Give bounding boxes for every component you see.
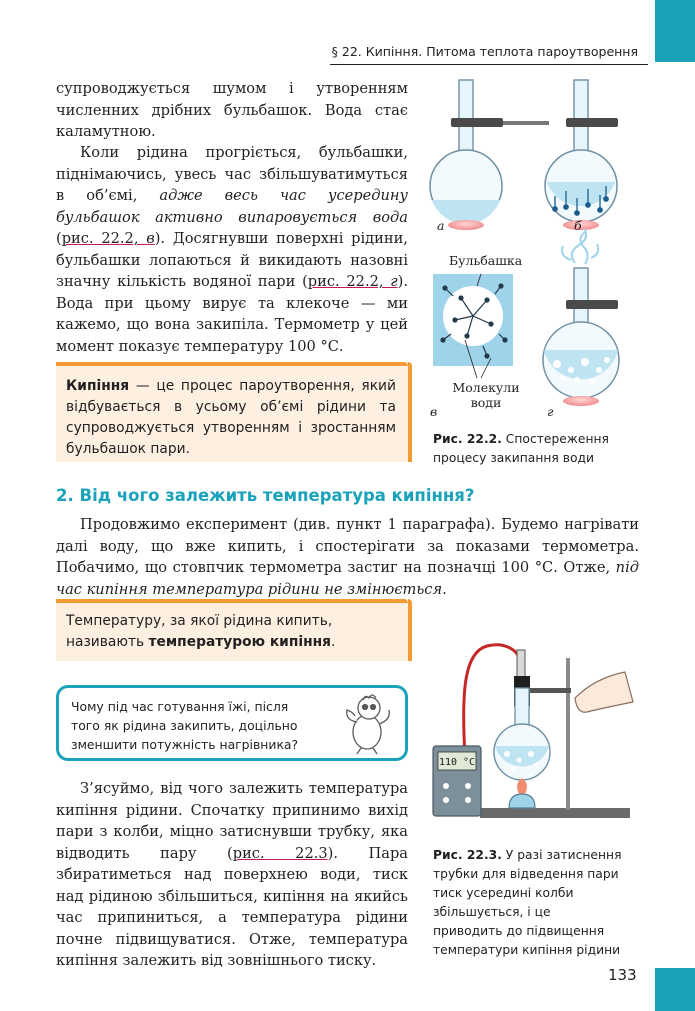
heating-paragraph: Коли рідина прогріється, бульбашки, піднімаючись, увесь час збільшуватимуться в об’ємі, адже весь час усередину бульбашок активно випаровується вода (рис. 22.2, в). Досягнувши поверхні рідини, бульбашки лопаються й викидають назовні значну кількість водяної пари (рис. 22.2, г). Вода при цьому вирує та клекоче — ми кажемо, що вона закипіла. Термометр у цей момент показує температуру 100 °С. [56, 144, 408, 355]
figure-22-3-caption [433, 846, 623, 960]
figure-ref-22-2-g[interactable] [308, 273, 398, 290]
footer-tab [655, 968, 695, 1011]
clamp [525, 688, 571, 693]
heating-text-2: ). Досягнувши поверхні рідини, бульбашки лопаються й викидають назовні значну кількість водяної пари ( [56, 230, 408, 290]
figure-ref-22-2-v[interactable] [62, 230, 155, 247]
question-text: Чому під час готування їжі, після того як рідина закипить, доцільно зменшити потужність нагрівника? [71, 699, 299, 752]
intro-line-3: каламутною. [56, 123, 156, 140]
section-2-text-2: . [442, 580, 447, 598]
stand-base [480, 808, 630, 818]
definition-temperature-term: температурою кипіння [148, 634, 332, 650]
intro-line-2: численних дрібних бульбашок. Вода стає [56, 101, 408, 119]
definition-box-top-bar [56, 599, 408, 603]
section-2-paragraph [56, 514, 639, 600]
intro-paragraph [56, 78, 408, 143]
definition-temperature-box [56, 603, 408, 661]
question-box [56, 685, 408, 761]
figure-22-3-caption-text: У разі затиснення трубки для відведення пари тиск усередині колби збільшується, і це приводить до підвищення температури кипіння рідини [433, 848, 622, 957]
final-text-2: ). Пара збиратиметься над поверхнею води, тиск над рідиною збільшиться, кипіння на якийсь час припиниться, а температура рідини почне підвищуватися. Отже, температура кипіння залежить від зовнішнього тиску. [56, 844, 408, 969]
figure-22-2-caption-text: Спостереження процесу закипання води [433, 432, 609, 465]
flask-b [545, 80, 618, 230]
section-2-italic: під час кипіння температура рідини не змінюється [56, 559, 639, 598]
stand-rod [566, 658, 570, 810]
definition-boiling-term: Кипіння [66, 378, 130, 394]
definition-boiling-body: — це процес пароутворення, який відбувається в усьому об’ємі рідини та супроводжується утворенням і зростанням бульбашок пари. [66, 378, 396, 457]
meter-display: 110 °C [438, 757, 476, 768]
figure-22-2-caption [433, 430, 618, 468]
definition-temperature-end: . [331, 634, 336, 650]
section-2-text-1: Продовжимо експеримент (див. пункт 1 параграфа). Будемо нагрівати далі воду, що вже кипить, і спостерігати за показами термометра. Побачимо, що стовпчик термометра застиг на позначці 100 °С. Отже, [56, 516, 639, 576]
molecules-label-line-2: води [470, 395, 502, 410]
definition-boiling-box [56, 366, 408, 462]
figure-ref-22-2-v-letter: в [146, 230, 155, 247]
definition-box-side-bar [408, 362, 412, 462]
final-paragraph [56, 778, 408, 972]
figure-ref-22-2-v-text: рис. 22.2, [61, 230, 147, 247]
definition-temperature-body: Температуру, за якої рідина кипить, називають [66, 613, 333, 650]
molecules-label [450, 380, 522, 410]
figure-ref-22-2-g-text: рис. 22.2, [307, 273, 391, 290]
figure-label-v: в [430, 404, 438, 419]
definition-temperature-text [66, 611, 396, 653]
figure-label-a: а [437, 218, 445, 233]
flask-g [543, 229, 619, 406]
figure-label-g: г [547, 404, 554, 419]
bubble-label: Бульбашка [449, 253, 523, 268]
figure-22-2 [425, 78, 625, 424]
heating-text-1: Коли рідина прогріється, бульбашки, піднімаючись, увесь час збільшуватимуться в об’ємі, [56, 144, 408, 204]
definition-boiling-text [66, 376, 396, 460]
intro-line-1: супроводжується шумом і утворенням [56, 80, 408, 97]
figure-22-2-caption-number: Рис. 22.2. [433, 432, 502, 446]
figure-22-3-caption-number: Рис. 22.3. [433, 848, 502, 862]
thinking-character-icon [335, 692, 397, 756]
section-2-heading: 2. Від чого залежить температура кипіння? [56, 486, 475, 505]
final-text-1: З’ясуймо, від чого залежить температура кипіння рідини. Спочатку припинимо вихід пари з колби, міцно затиснувши трубку, яка відводить пару ( [56, 780, 408, 862]
figure-ref-22-2-g-letter: г [390, 273, 398, 290]
definition-box-top-bar [56, 362, 408, 366]
figure-label-b: б [574, 218, 582, 233]
header-tab [655, 0, 695, 62]
heating-text-3: ). Вода при цьому вирує та клекоче — ми кажемо, що вона закипіла. Термометр у цей момент показує температуру 100 °С. [56, 273, 408, 355]
molecules-label-line-1: Молекули [452, 380, 520, 395]
definition-box-side-bar [408, 599, 412, 661]
hand [575, 672, 633, 712]
heating-italic: адже весь час усередину бульбашок активно випаровується вода [56, 187, 408, 226]
header-rule [330, 64, 648, 65]
figure-22-3 [425, 628, 637, 838]
bubble-diagram-v [433, 274, 513, 378]
section-header: § 22. Кипіння. Питома теплота пароутворення [331, 44, 638, 59]
page-number: 133 [608, 966, 637, 984]
burner [509, 794, 535, 808]
figure-ref-22-3[interactable]: рис. 22.3 [232, 844, 328, 862]
flask-a [430, 80, 549, 230]
